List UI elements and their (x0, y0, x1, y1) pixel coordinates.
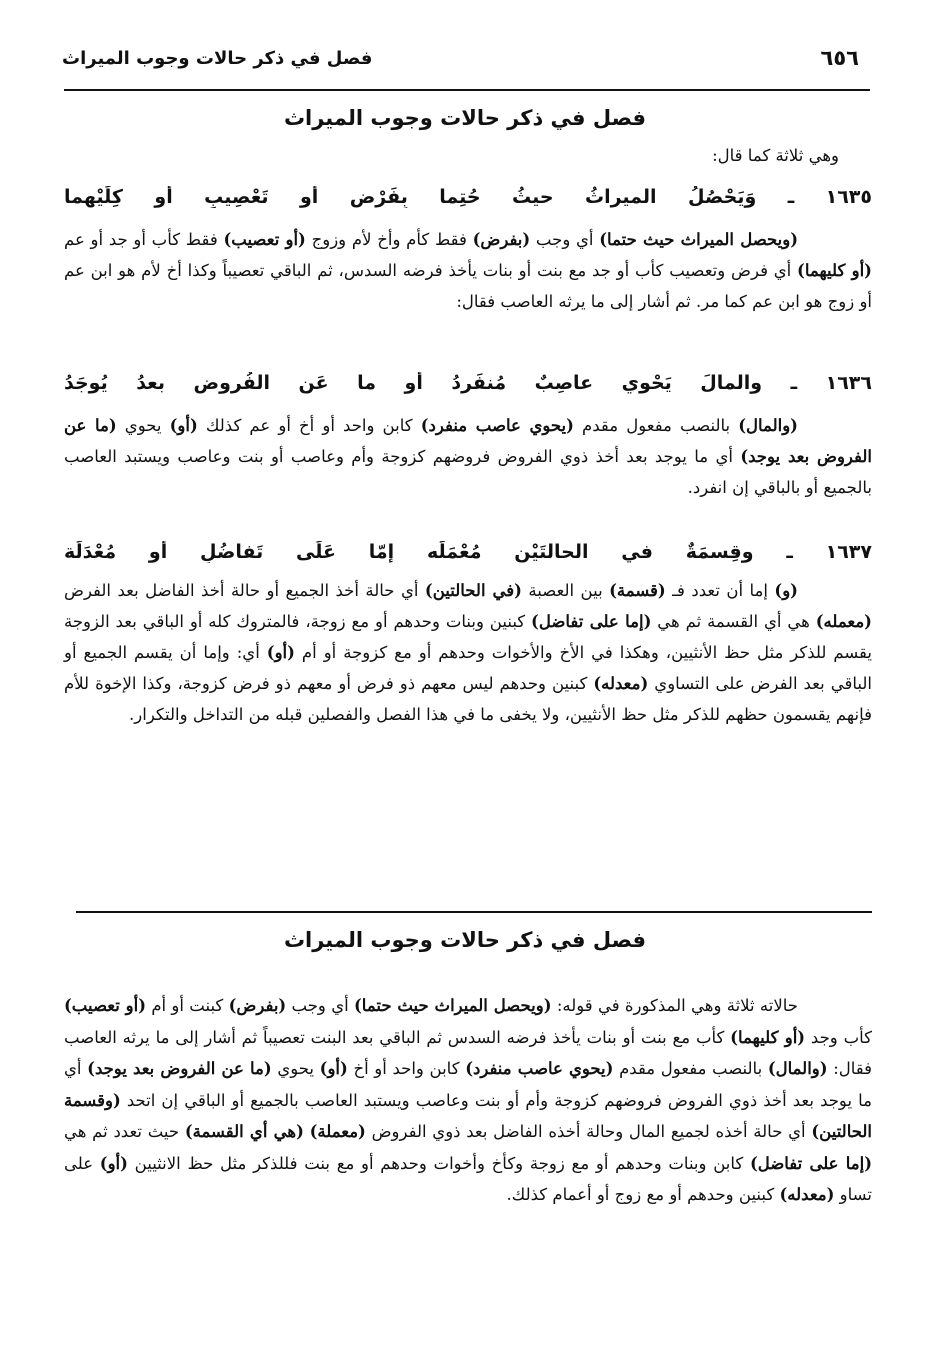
quoted-phrase: (قسمة) (609, 581, 666, 600)
text-run: على تساو (64, 1153, 872, 1204)
quoted-phrase: (ويحصل الميراث حيث حتما) (599, 230, 799, 249)
quoted-phrase: (أو كليهما) (730, 1027, 806, 1047)
text-run: كبنت أو أم (146, 996, 229, 1015)
text-run: كابن وبنات وحدهم أو مع زوجة وكأخ وأخوات وحدهم أو مع بنت فللذكر مثل حظ الانثيين (127, 1153, 750, 1173)
section-title-main: فصل في ذكر حالات وجوب الميراث (283, 106, 647, 130)
text-run: حالاته ثلاثة وهي المذكورة في قوله: (551, 996, 798, 1015)
quoted-phrase: (وقسمة الحالتين) (64, 1090, 872, 1141)
quoted-phrase: (بفرض) (472, 230, 531, 249)
quoted-phrase: (معملة) (309, 1122, 366, 1141)
quoted-phrase: (والمال) (738, 416, 798, 435)
text-run: بين العصبة (521, 581, 610, 600)
commentary-paragraph (64, 990, 872, 1211)
quoted-phrase: (أو كليهما) (797, 261, 872, 280)
intro-line: وهي ثلاثة كما قال: (712, 146, 839, 165)
text-run: فقط كأب أو جد أو عم (64, 230, 224, 249)
running-title: فصل في ذكر حالات وجوب الميراث (62, 47, 373, 69)
text-run: يحوي (271, 1059, 320, 1078)
text-run: كابن واحد أو أخ (347, 1059, 466, 1078)
text-run: فقط كأم وأخ لأم وزوج (305, 230, 473, 249)
quoted-phrase: (بفرض) (228, 996, 287, 1015)
text-run: كأب مع بنت أو بنات يأخذ فرضه السدس ثم الباقي بعد البنت تعصيباً ثم أشار إلى ما يرثه العاصب فقال: (64, 1027, 872, 1078)
quoted-phrase: (والمال) (767, 1059, 828, 1078)
page-number: ٦٥٦ (820, 46, 859, 70)
commentary-1635 (64, 224, 872, 317)
text-run: هي أي القسمة ثم هي (651, 612, 816, 631)
text-run: أي ما يوجد بعد أخذ ذوي الفروض فروضهم كزوجة وأم أو بنت وعاصب ويستبد العاصب بالجميع أو الباقي إن اتحد (64, 1059, 872, 1110)
verse-1635: ١٦٣٥ ـ وَيَحْصُلُ الميراثُ حيثُ حُتِما بِفَرْضٍ أو تَعْصِيبٍ أو كِلَيْهِما (64, 186, 872, 208)
running-header (62, 38, 859, 78)
quoted-phrase: (ويحصل الميراث حيث حتما) (354, 996, 552, 1015)
text-run: كبنين وحدهم ليس معهم ذو فرض أو معهم ذو فرض كزوجة، وكذا الإخوة للأم فإنهم يقسمون حظهم للذكر مثل حظ الأنثيين، ولا يخفى ما في هذا الفصل والفصلين قبله من التداخل والتكرار. (64, 674, 872, 724)
section-divider-rule (76, 911, 872, 913)
quoted-phrase: (أو) (169, 416, 198, 435)
text-run: بالنصب مفعول مقدم (573, 416, 739, 435)
text-run: إما أن تعدد فـ (665, 581, 775, 600)
verse-1636: ١٦٣٦ ـ والمالَ يَحْوِي عاصِبٌ مُنفَرِدُ أو ما عَنِ الفُروضِ بعدُ يُوجَدُ (64, 372, 872, 394)
quoted-phrase: (أو) (99, 1153, 128, 1173)
quoted-phrase: (أو) (266, 643, 295, 662)
commentary-1636 (64, 410, 872, 503)
commentary-1637 (64, 575, 872, 730)
quoted-phrase: (هي أي القسمة) (184, 1122, 304, 1141)
quoted-phrase: (يحوي عاصب منفرد) (465, 1059, 614, 1078)
text-run: كبنين وحدهم أو مع زوج أو أعمام كذلك. (506, 1185, 780, 1204)
quoted-phrase: (إما على تفاضل) (531, 612, 652, 631)
text-run: أي حالة أخذه لجميع المال وحالة أخذه الفاضل بعد ذوي الفروض (365, 1122, 812, 1141)
text-run: أي ما يوجد بعد أخذ ذوي الفروض فروضهم كزوجة وأم وعاصب أو بنت وعاصب ويستبد العاصب بالجميع أو بالباقي إن انفرد. (64, 447, 872, 497)
quoted-phrase: (أو تعصيب) (64, 996, 147, 1015)
text-run: كبنين وبنات وحدهم أو مع زوجة، فالمتروك كله أو الباقي بعد الزوجة يقسم للذكر مثل حظ الأنثيين، وهكذا في الأخ والأخوات وحدهم أو مع كزوجة أو أم (64, 612, 872, 662)
quoted-phrase: (ما عن الفروض بعد يوجد) (87, 1059, 272, 1078)
text-run: أي وجب (530, 230, 600, 249)
text-run: أي: وإما أن يقسم الجميع أو الباقي بعد الفرض على التساوي (64, 643, 872, 693)
quoted-phrase: (معدله) (593, 674, 649, 693)
quoted-phrase: (أو) (319, 1059, 348, 1078)
text-run: كأب وجد (805, 1027, 872, 1047)
quoted-phrase: (معدله) (779, 1185, 835, 1204)
text-run: أي وجب (286, 996, 354, 1015)
quoted-phrase: (يحوي عاصب منفرد) (420, 416, 574, 435)
text-run: حيث تعدد ثم هي (64, 1122, 185, 1141)
text-run: يحوي (116, 416, 170, 435)
text-run: أي فرض وتعصيب كأب أو جد مع بنت أو بنات يأخذ فرضه السدس، ثم الباقي تعصيباً وكذا أخ لأم هو ابن عم أو زوج هو ابن عم كما مر. ثم أشار إلى ما يرثه العاصب فقال: (64, 261, 872, 311)
text-run: أي حالة أخذ الجميع أو حالة أخذ الفاضل بعد الفرض (64, 581, 425, 600)
quoted-phrase: (ما عن الفروض بعد يوجد) (64, 416, 872, 466)
quoted-phrase: (و) (774, 581, 798, 600)
header-rule (64, 89, 870, 91)
section-title-commentary: فصل في ذكر حالات وجوب الميراث (283, 928, 647, 952)
quoted-phrase: (إما على تفاضل) (749, 1153, 872, 1173)
quoted-phrase: (معمله) (815, 612, 872, 631)
text-run: كابن واحد أو أخ أو عم كذلك (197, 416, 421, 435)
verse-1637: ١٦٣٧ ـ وقِسمَةٌ في الحالتَيْنِ مُعْمَلَه إمّا عَلَى تَفاضُلٍ أو مُعْدَلَة (64, 541, 872, 563)
quoted-phrase: (أو تعصيب) (223, 230, 306, 249)
text-run: بالنصب مفعول مقدم (613, 1059, 768, 1078)
quoted-phrase: (في الحالتين) (424, 581, 522, 600)
